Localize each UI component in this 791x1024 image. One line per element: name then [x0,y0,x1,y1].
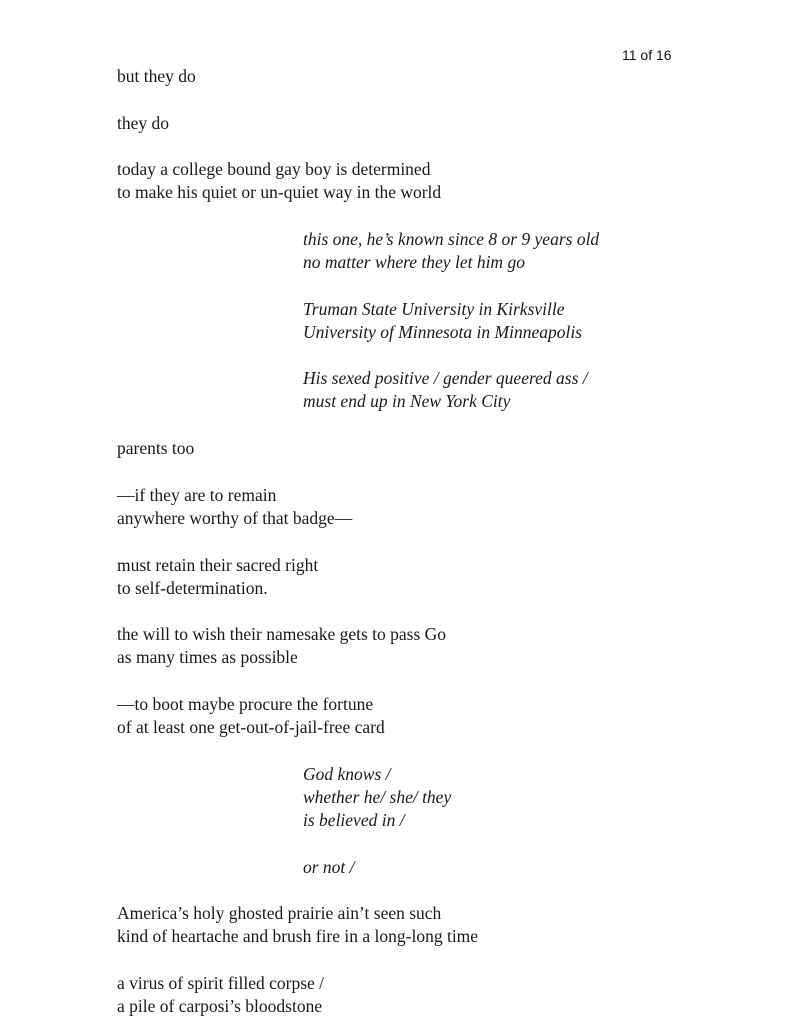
poem-line-italic: this one, he’s known since 8 or 9 years old [303,229,600,249]
poem-line-italic: or not / [303,857,355,877]
poem-line-italic: must end up in New York City [303,391,511,411]
poem-line: a virus of spirit filled corpse / [117,973,325,993]
poem-line-italic: Truman State University in Kirksville [303,299,565,319]
poem-line: —to boot maybe procure the fortune [117,694,374,714]
poem-line: must retain their sacred right [117,555,319,575]
poem-line: of at least one get-out-of-jail-free card [117,717,385,737]
poem-line-italic: University of Minnesota in Minneapolis [303,322,582,342]
poem-line: parents too [117,438,195,458]
poem-line: as many times as possible [117,647,298,667]
poem-line: to make his quiet or un-quiet way in the world [117,182,442,202]
poem-line-italic: no matter where they let him go [303,252,525,272]
poem-line: anywhere worthy of that badge— [117,508,353,528]
poem-line: the will to wish their namesake gets to pass Go [117,624,447,644]
poem-line-italic: is believed in / [303,810,405,830]
poem-line: kind of heartache and brush fire in a long-long time [117,926,479,946]
poem-line-italic: His sexed positive / gender queered ass / [303,368,588,388]
poem-line-italic: whether he/ she/ they [303,787,452,807]
poem-line: America’s holy ghosted prairie ain’t seen such [117,903,442,923]
poem-line: to self-determination. [117,578,268,598]
poem-line: a pile of carposi’s bloodstone [117,996,323,1016]
poem-line: today a college bound gay boy is determined [117,159,431,179]
poem-line: —if they are to remain [117,485,277,505]
poem-line-italic: God knows / [303,764,391,784]
page-number: 11 of 16 [622,47,672,63]
poem-line: but they do [117,66,196,86]
poem-line: they do [117,113,170,133]
